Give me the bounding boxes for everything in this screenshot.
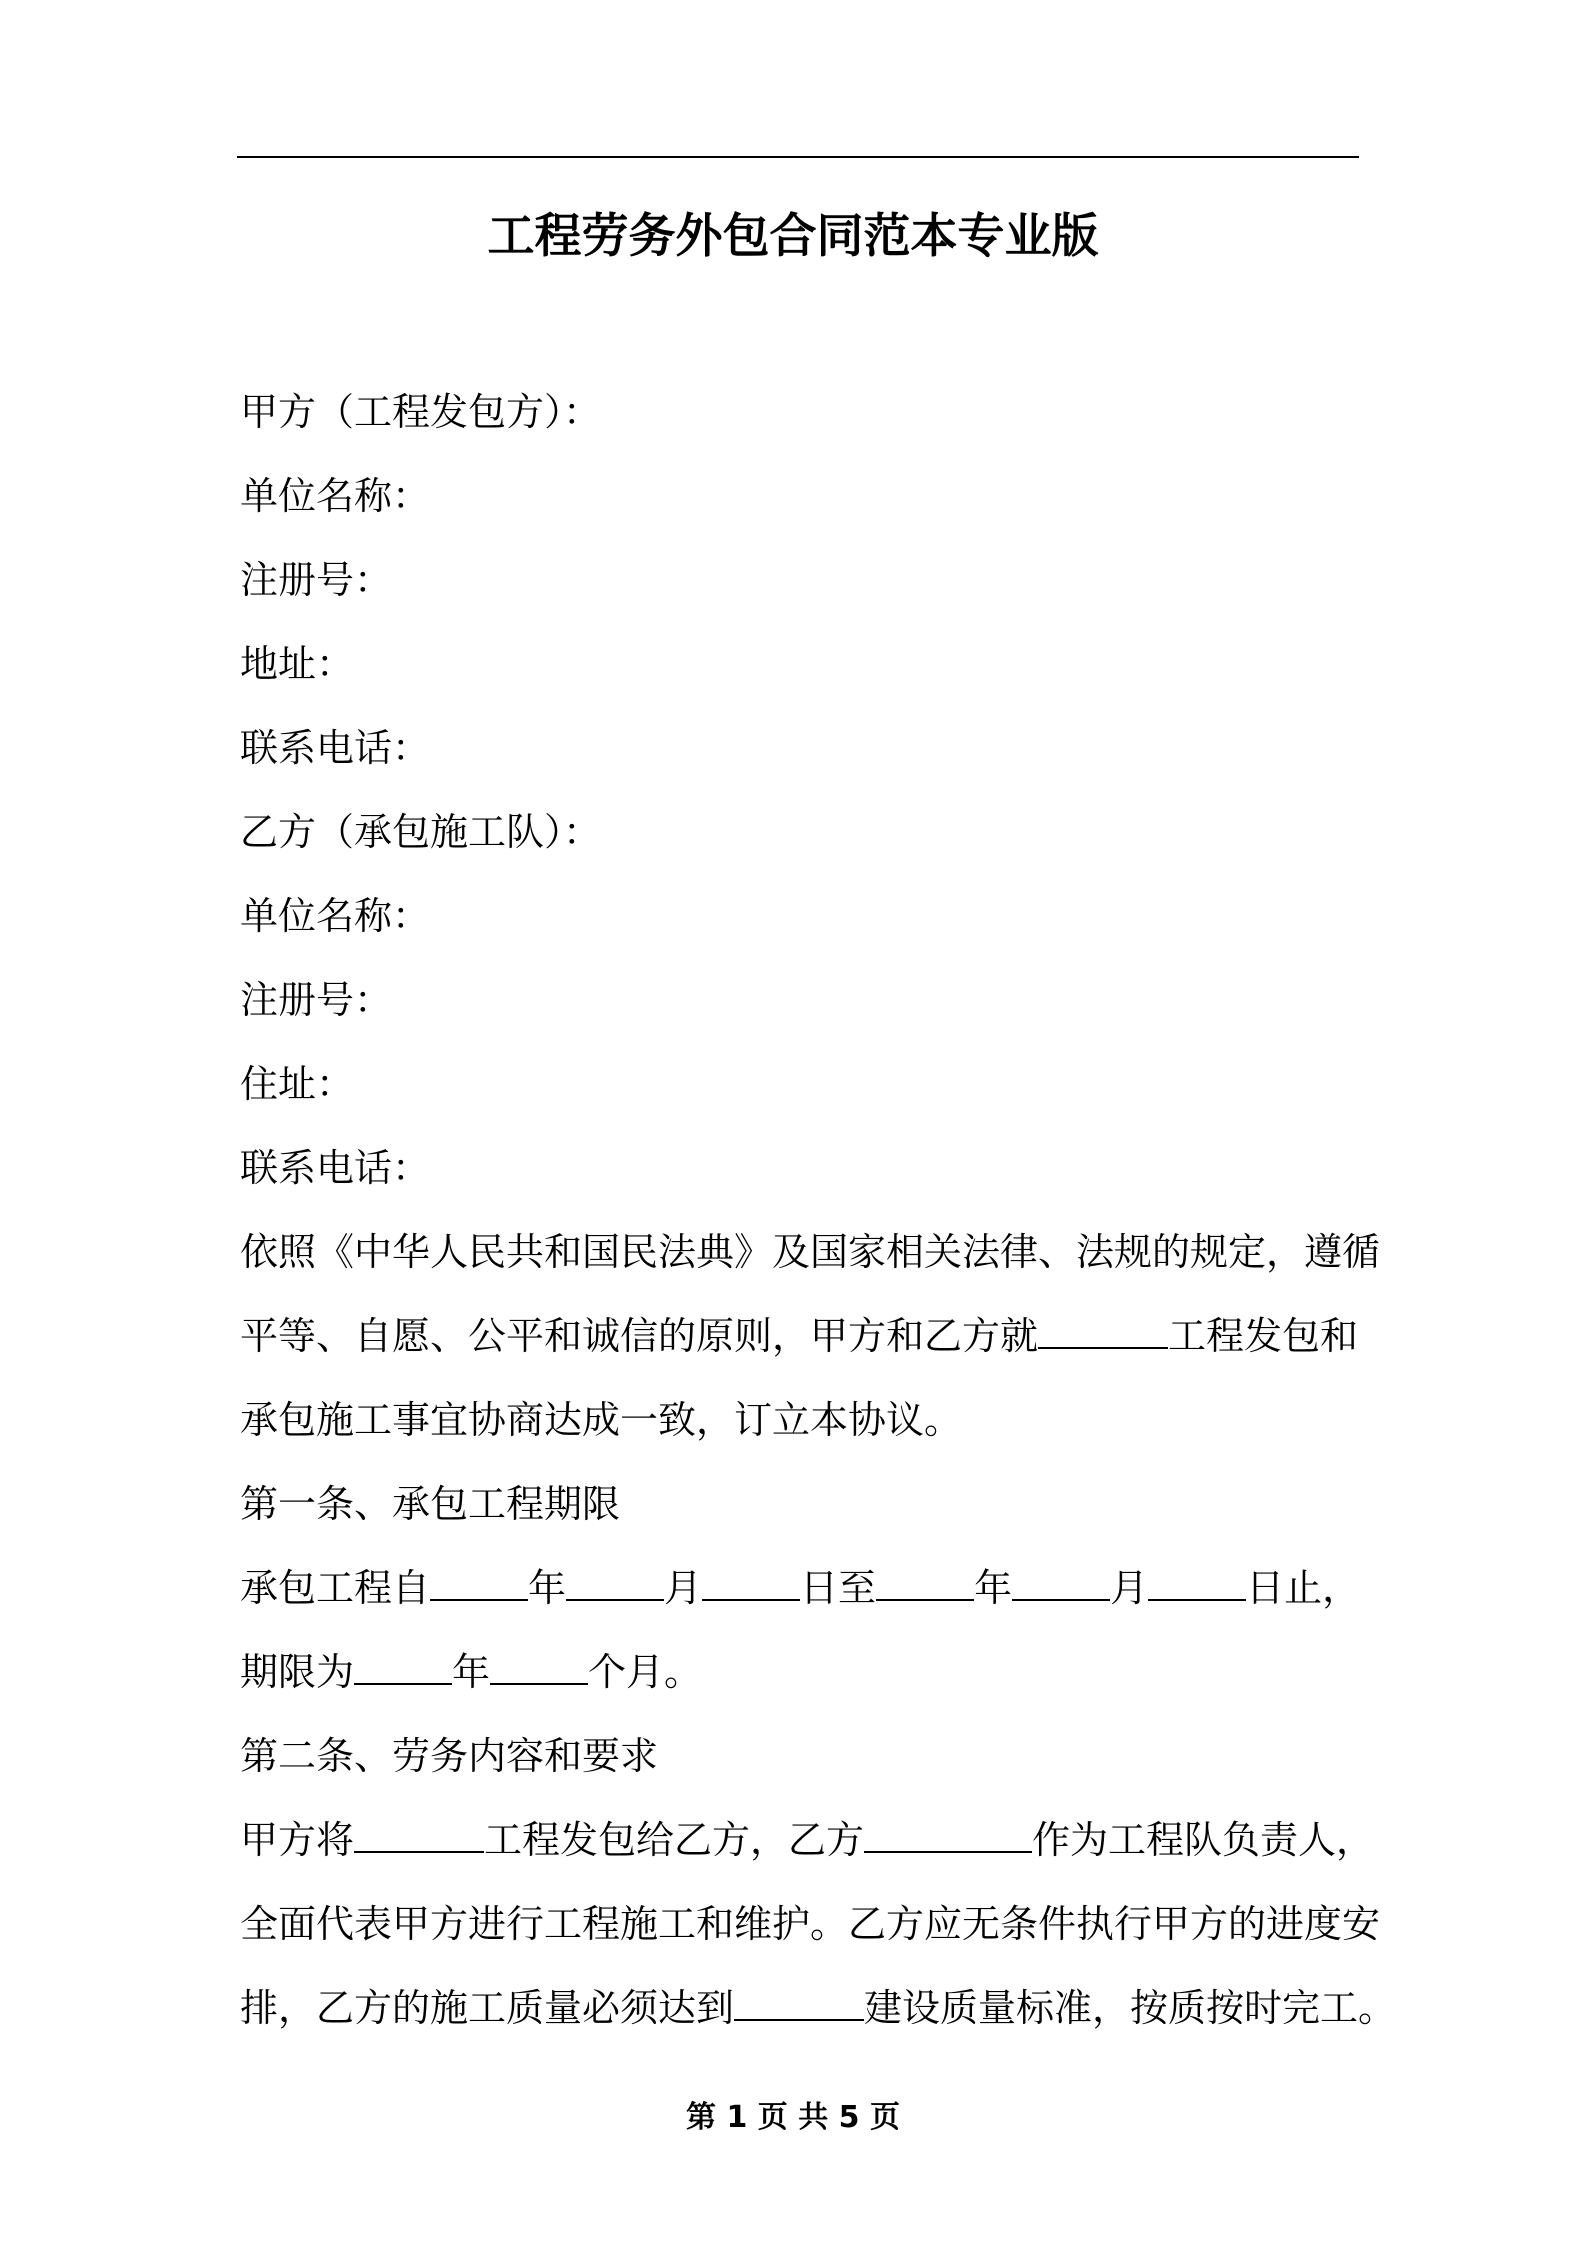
article-1-text: 承包工程自 xyxy=(240,1566,431,1610)
party-b-heading: 乙方（承包施工队）： xyxy=(240,810,602,854)
start-year-blank xyxy=(430,1567,528,1601)
party-a-reg-no-label: 注册号： xyxy=(240,558,393,602)
party-b-unit-name-label: 单位名称： xyxy=(240,894,431,938)
article-2-text: 工程发包给乙方，乙方 xyxy=(484,1818,865,1862)
article-1-line-1 xyxy=(240,1546,1370,1630)
page-footer: 第 1 页 共 5 页 xyxy=(686,2100,900,2135)
preamble-line-2 xyxy=(240,1294,1370,1378)
party-b-phone-label: 联系电话： xyxy=(240,1146,431,1190)
article-1-text: 期限为 xyxy=(240,1650,355,1694)
article-1-text: 月 xyxy=(664,1566,703,1610)
document-title: 工程劳务外包合同范本专业版 xyxy=(487,209,1099,264)
document-body xyxy=(240,370,1397,2050)
article-1-text: 个月。 xyxy=(588,1650,703,1694)
preamble-line-2-text-b: 工程发包和 xyxy=(1168,1314,1359,1358)
preamble-line-3: 承包施工事宜协商达成一致，订立本协议。 xyxy=(240,1398,963,1442)
end-day-blank xyxy=(1148,1567,1246,1601)
preamble-line-2-text-a: 平等、自愿、公平和诚信的原则，甲方和乙方就 xyxy=(240,1314,1039,1358)
article-1-line-2 xyxy=(240,1630,1370,1714)
party-a-address-label: 地址： xyxy=(240,642,355,686)
party-b-address-label: 住址： xyxy=(240,1062,355,1106)
article-2-text: 甲方将 xyxy=(240,1818,355,1862)
article-2-text: 建设质量标准，按质按时完工。 xyxy=(864,1986,1397,2030)
project-name-blank xyxy=(354,1819,484,1853)
start-month-blank xyxy=(566,1567,664,1601)
term-month-blank xyxy=(490,1651,588,1685)
article-1-text: 日止， xyxy=(1246,1566,1361,1610)
article-1-text: 日至 xyxy=(800,1566,877,1610)
article-2-text: 排，乙方的施工质量必须达到 xyxy=(240,1986,735,2030)
party-b-reg-no-label: 注册号： xyxy=(240,978,393,1022)
end-month-blank xyxy=(1012,1567,1110,1601)
end-year-blank xyxy=(876,1567,974,1601)
party-a-phone-label: 联系电话： xyxy=(240,726,431,770)
article-1-text: 年 xyxy=(452,1650,491,1694)
article-2-heading: 第二条、劳务内容和要求 xyxy=(240,1734,659,1778)
preamble-line-1: 依照《中华人民共和国民法典》及国家相关法律、法规的规定，遵循 xyxy=(240,1230,1381,1274)
article-2-text: 作为工程队负责人， xyxy=(1032,1818,1375,1862)
article-1-text: 月 xyxy=(1110,1566,1149,1610)
article-2-line-1 xyxy=(240,1798,1375,1882)
header-rule xyxy=(237,156,1359,158)
party-a-heading: 甲方（工程发包方）： xyxy=(240,390,602,434)
party-a-unit-name-label: 单位名称： xyxy=(240,474,431,518)
project-name-blank xyxy=(1038,1315,1168,1349)
article-2-line-3 xyxy=(240,1966,1397,2050)
start-day-blank xyxy=(702,1567,800,1601)
article-2-line-2: 全面代表甲方进行工程施工和维护。乙方应无条件执行甲方的进度安 xyxy=(240,1902,1381,1946)
article-1-heading: 第一条、承包工程期限 xyxy=(240,1482,621,1526)
team-leader-blank xyxy=(864,1819,1032,1853)
article-1-text: 年 xyxy=(528,1566,567,1610)
article-1-text: 年 xyxy=(974,1566,1013,1610)
quality-standard-blank xyxy=(734,1987,864,2021)
term-year-blank xyxy=(354,1651,452,1685)
